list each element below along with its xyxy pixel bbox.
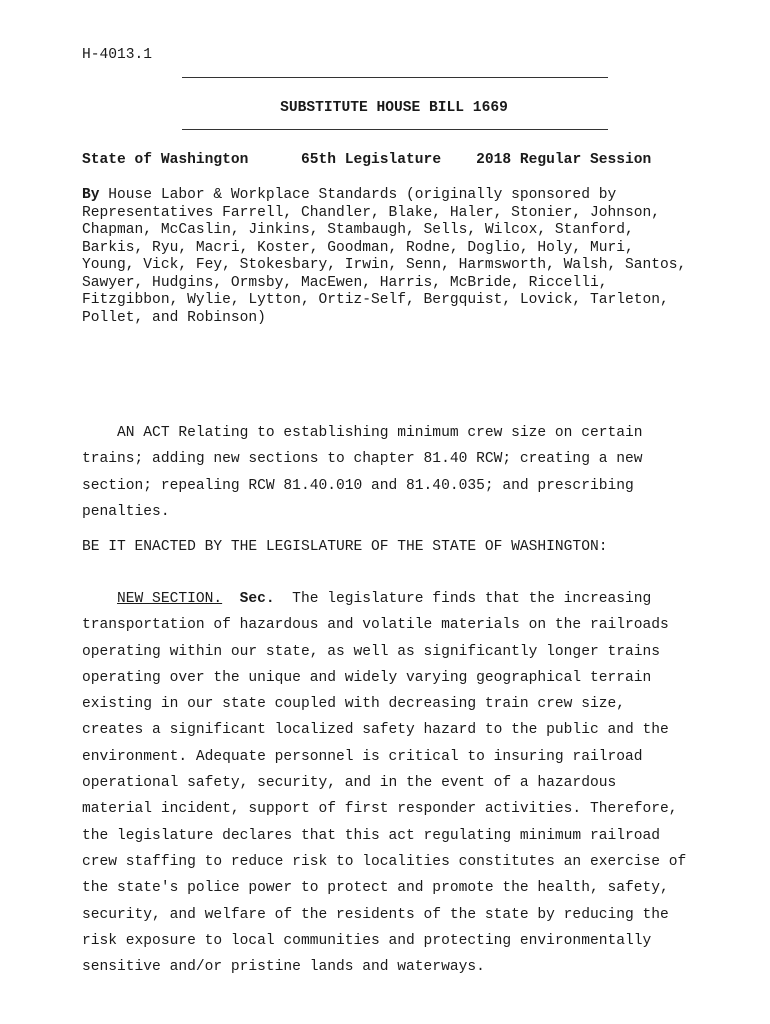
new-section-label: NEW SECTION. <box>117 591 223 607</box>
legislature-name: 65th Legislature <box>300 152 442 168</box>
section-1-paragraph <box>82 586 722 980</box>
state-name: State of Washington <box>82 152 249 168</box>
title-rule-top <box>182 77 608 78</box>
sec-label: Sec. <box>239 591 275 607</box>
bill-title: SUBSTITUTE HOUSE BILL 1669 <box>280 100 508 116</box>
enacting-clause: BE IT ENACTED BY THE LEGISLATURE OF THE STATE OF WASHINGTON: <box>82 539 608 555</box>
session-line <box>82 151 722 169</box>
act-title-paragraph: AN ACT Relating to establishing minimum crew size on certain trains; adding new sections to chapter 81.40 RCW; creating a new section; repealing RCW 81.40.010 and 81.40.035; and prescribing penalties. <box>82 425 643 520</box>
title-rule-bottom <box>182 129 608 130</box>
by-label: By <box>82 187 100 203</box>
section-1-text: The legislature finds that the increasing transportation of hazardous and volatile materials on the railroads operating within our state, as well as significantly longer trains operating over the unique and widely varying geographical terrain existing in our state coupled with decreasing train crew size, creates a significant localized safety hazard to the public and the environment. Adequate personnel is critical to insuring railroad operational safety, security, and in the event of a hazardous material incident, support of first responder activities. Therefore, the legislature declares that this act regulating minimum railroad crew staffing to reduce risk to localities constitutes an exercise of the state's police power to protect and promote the health, safety, security, and welfare of the residents of the state by reducing the risk exposure to local communities and protecting environmentally sensitive and/or pristine lands and waterways. <box>82 591 687 976</box>
session-name: 2018 Regular Session <box>476 152 652 168</box>
sponsors-text: House Labor & Workplace Standards (originally sponsored by Representatives Farrell, Chandler, Blake, Haler, Stonier, Johnson, Chapman, McCaslin, Jinkins, Stambaugh, Sells, Wilcox, Stanford, Barkis, Ryu, Macri, Koster, Goodman, Rodne, Doglio, Holy, Muri, Young, Vick, Fey, Stokesbary, Irwin, Senn, Harmsworth, Walsh, Santos, Sawyer, Hudgins, Ormsby, MacEwen, Harris, McBride, Riccelli, Fitzgibbon, Wylie, Lytton, Ortiz-Self, Bergquist, Lovick, Tarleton, Pollet, and Robinson) <box>82 187 687 326</box>
bill-id: H-4013.1 <box>82 47 153 63</box>
sponsors-paragraph <box>82 187 722 327</box>
